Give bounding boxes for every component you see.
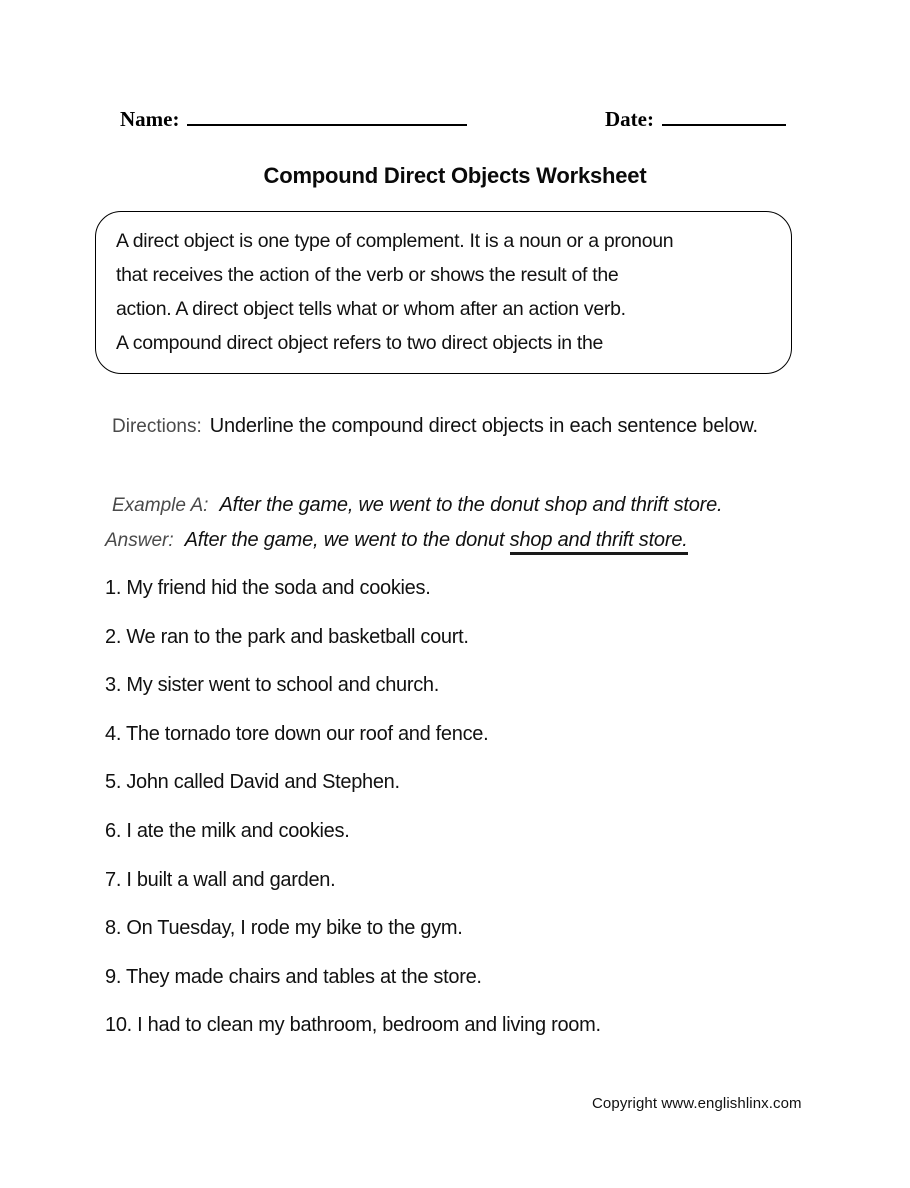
sentence-item-4: 4. The tornado tore down our roof and fence. <box>105 722 489 745</box>
directions-label: Directions: <box>112 416 202 437</box>
answer-label: Answer: <box>105 530 174 551</box>
answer-row <box>105 529 688 552</box>
date-label: Date: <box>605 107 654 131</box>
example-row <box>112 494 722 517</box>
sentence-item-8: 8. On Tuesday, I rode my bike to the gym. <box>105 917 463 940</box>
example-sentence: After the game, we went to the donut shop and thrift store. <box>219 494 723 516</box>
sentence-item-1: 1. My friend hid the soda and cookies. <box>105 577 431 599</box>
sentence-item-2: 2. We ran to the park and basketball court. <box>105 625 469 648</box>
page-title: Compound Direct Objects Worksheet <box>263 163 647 188</box>
definition-box <box>95 211 792 374</box>
answer-sentence-start: After the game, we went to the donut <box>184 529 510 551</box>
directions-text: Underline the compound direct objects in each sentence below. <box>209 415 758 437</box>
sentence-item-6: 6. I ate the milk and cookies. <box>105 819 350 842</box>
directions-paragraph <box>105 408 781 445</box>
sentence-item-3: 3. My sister went to school and church. <box>105 674 440 697</box>
name-field-group <box>120 103 467 132</box>
definition-line: A compound direct object refers to two direct objects in the <box>116 332 604 354</box>
definition-line: A direct object is one type of complement. It is a noun or a pronoun <box>116 230 674 252</box>
sentence-item-5: 5. John called David and Stephen. <box>105 771 400 794</box>
definition-line: that receives the action of the verb or shows the result of the <box>116 264 619 286</box>
sentence-item-9: 9. They made chairs and tables at the store. <box>105 965 482 988</box>
sentence-item-10: 10. I had to clean my bathroom, bedroom and living room. <box>105 1014 601 1037</box>
answer-sentence-underlined: shop and thrift store. <box>510 529 688 555</box>
header-row <box>0 103 910 137</box>
name-blank-line <box>187 103 467 126</box>
definition-line: action. A direct object tells what or whom after an action verb. <box>116 298 626 320</box>
date-blank-line <box>662 103 786 126</box>
copyright-notice: Copyright www.englishlinx.com <box>592 1095 802 1112</box>
sentence-list <box>105 577 805 1063</box>
name-label: Name: <box>120 107 180 131</box>
sentence-item-7: 7. I built a wall and garden. <box>105 868 336 891</box>
example-label: Example A: <box>112 495 209 516</box>
date-field-group <box>605 103 786 132</box>
